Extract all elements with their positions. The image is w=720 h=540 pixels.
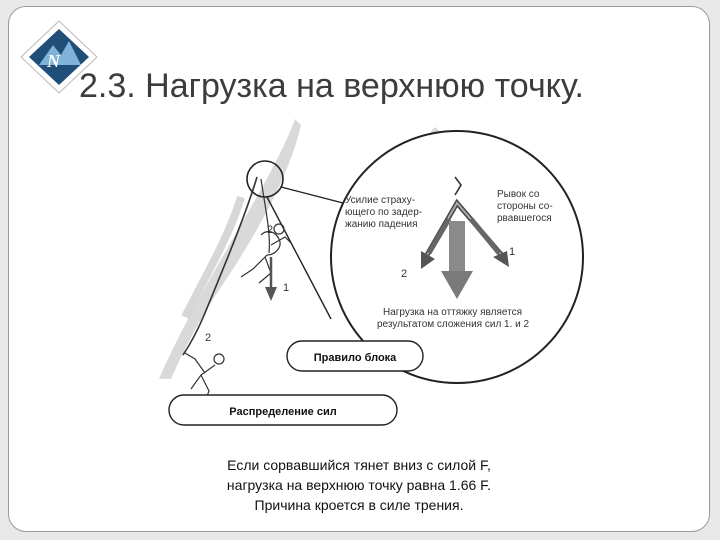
svg-text:стороны со-: стороны со-	[497, 201, 553, 212]
wall-label-2: 2	[267, 224, 274, 236]
caption-line-1: Если сорвавшийся тянет вниз с силой F,	[227, 457, 491, 473]
svg-text:Рывок со: Рывок со	[497, 189, 540, 200]
caption	[159, 455, 559, 515]
force-label-1: 1	[509, 246, 516, 258]
wall-force-arrow-1	[265, 257, 277, 301]
wall-label-2b: 2	[205, 332, 212, 344]
svg-text:Правило блока: Правило блока	[313, 352, 397, 364]
svg-text:результатом сложения сил 1. и: результатом сложения сил 1. и 2	[377, 319, 530, 330]
svg-text:рвавшегося: рвавшегося	[497, 213, 552, 224]
caption-line-3: Причина кроется в силе трения.	[254, 497, 464, 513]
slide-title: 2.3. Нагрузка на верхнюю точку.	[79, 67, 584, 105]
wall-label-1: 1	[283, 282, 290, 294]
svg-text:Нагрузка на оттяжку является: Нагрузка на оттяжку является	[383, 307, 522, 318]
svg-text:жанию падения: жанию падения	[345, 219, 418, 230]
zoom-connector-bottom	[267, 197, 331, 319]
svg-text:ющего по задер-: ющего по задер-	[345, 207, 423, 218]
svg-text:Усилие страху-: Усилие страху-	[345, 195, 416, 206]
svg-text:Распределение сил: Распределение сил	[229, 406, 337, 418]
zoom-connector-top	[281, 187, 343, 203]
zoom-left-label	[345, 195, 422, 230]
svg-text:N: N	[47, 51, 60, 71]
slide	[8, 6, 710, 532]
zoom-bottom-label	[377, 307, 530, 330]
belayer-figure	[185, 353, 224, 401]
pill-bottom	[169, 395, 397, 425]
pill-top	[287, 341, 423, 371]
caption-line-2: нагрузка на верхнюю точку равна 1.66 F.	[226, 477, 492, 493]
force-label-2: 2	[401, 268, 408, 280]
